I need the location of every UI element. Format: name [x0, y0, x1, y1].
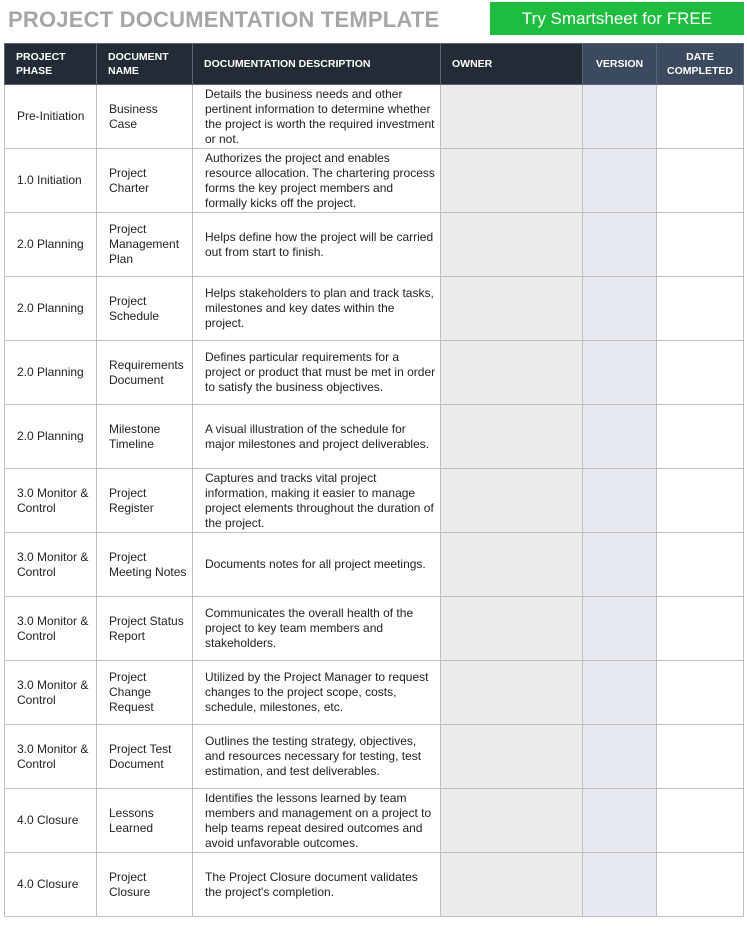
description-cell: The Project Closure document validates the project's completion. [193, 853, 441, 917]
owner-cell[interactable] [441, 341, 583, 405]
owner-cell[interactable] [441, 661, 583, 725]
document-name-cell: Project Schedule [97, 277, 193, 341]
owner-cell[interactable] [441, 213, 583, 277]
phase-cell: 4.0 Closure [5, 789, 97, 853]
version-cell[interactable] [583, 853, 657, 917]
date-completed-cell[interactable] [657, 213, 744, 277]
description-cell: Outlines the testing strategy, objectives, and resources necessary for testing, test estimation, and test deliverables. [193, 725, 441, 789]
header-project-phase: PROJECT PHASE [5, 44, 97, 85]
phase-cell: 3.0 Monitor & Control [5, 533, 97, 597]
header-document-name: DOCUMENT NAME [97, 44, 193, 85]
document-name-cell: Project Closure [97, 853, 193, 917]
document-name-cell: Project Meeting Notes [97, 533, 193, 597]
version-cell[interactable] [583, 597, 657, 661]
description-cell: A visual illustration of the schedule for major milestones and project deliverables. [193, 405, 441, 469]
phase-cell: 4.0 Closure [5, 853, 97, 917]
document-name-cell: Requirements Document [97, 341, 193, 405]
phase-cell: 3.0 Monitor & Control [5, 661, 97, 725]
version-cell[interactable] [583, 213, 657, 277]
header-date-completed: DATE COMPLETED [657, 44, 744, 85]
header-documentation-description: DOCUMENTATION DESCRIPTION [193, 44, 441, 85]
date-completed-cell[interactable] [657, 405, 744, 469]
document-name-cell: Business Case [97, 85, 193, 149]
table-row [5, 213, 744, 277]
date-completed-cell[interactable] [657, 725, 744, 789]
description-cell: Helps stakeholders to plan and track tasks, milestones and key dates within the project. [193, 277, 441, 341]
date-completed-cell[interactable] [657, 597, 744, 661]
owner-cell[interactable] [441, 789, 583, 853]
document-name-cell: Lessons Learned [97, 789, 193, 853]
phase-cell: 1.0 Initiation [5, 149, 97, 213]
table-row [5, 725, 744, 789]
page-title: PROJECT DOCUMENTATION TEMPLATE [8, 7, 440, 32]
header-row [5, 44, 744, 85]
owner-cell[interactable] [441, 597, 583, 661]
documentation-table [4, 43, 744, 917]
table-row [5, 789, 744, 853]
phase-cell: 3.0 Monitor & Control [5, 597, 97, 661]
try-smartsheet-button[interactable]: Try Smartsheet for FREE [490, 2, 744, 35]
date-completed-cell[interactable] [657, 277, 744, 341]
table-row [5, 469, 744, 533]
version-cell[interactable] [583, 789, 657, 853]
document-name-cell: Milestone Timeline [97, 405, 193, 469]
owner-cell[interactable] [441, 405, 583, 469]
description-cell: Details the business needs and other pertinent information to determine whether the project is worth the required investment or not. [193, 85, 441, 149]
header-owner: OWNER [441, 44, 583, 85]
version-cell[interactable] [583, 469, 657, 533]
table-row [5, 597, 744, 661]
date-completed-cell[interactable] [657, 85, 744, 149]
owner-cell[interactable] [441, 533, 583, 597]
description-cell: Communicates the overall health of the project to key team members and stakeholders. [193, 597, 441, 661]
description-cell: Identifies the lessons learned by team members and management on a project to help teams repeat desired outcomes and avoid unfavorable outcomes. [193, 789, 441, 853]
date-completed-cell[interactable] [657, 789, 744, 853]
owner-cell[interactable] [441, 853, 583, 917]
date-completed-cell[interactable] [657, 341, 744, 405]
phase-cell: 2.0 Planning [5, 341, 97, 405]
date-completed-cell[interactable] [657, 149, 744, 213]
owner-cell[interactable] [441, 149, 583, 213]
table-row [5, 85, 744, 149]
description-cell: Helps define how the project will be carried out from start to finish. [193, 213, 441, 277]
version-cell[interactable] [583, 341, 657, 405]
phase-cell: 2.0 Planning [5, 405, 97, 469]
table-row [5, 149, 744, 213]
description-cell: Utilized by the Project Manager to request changes to the project scope, costs, schedule, milestones, etc. [193, 661, 441, 725]
date-completed-cell[interactable] [657, 853, 744, 917]
document-name-cell: Project Status Report [97, 597, 193, 661]
header-version: VERSION [583, 44, 657, 85]
version-cell[interactable] [583, 277, 657, 341]
version-cell[interactable] [583, 661, 657, 725]
owner-cell[interactable] [441, 725, 583, 789]
description-cell: Authorizes the project and enables resource allocation. The chartering process forms the key project members and formally kicks off the project. [193, 149, 441, 213]
date-completed-cell[interactable] [657, 533, 744, 597]
table-row [5, 661, 744, 725]
description-cell: Captures and tracks vital project information, making it easier to manage project elements throughout the duration of the project. [193, 469, 441, 533]
version-cell[interactable] [583, 85, 657, 149]
version-cell[interactable] [583, 725, 657, 789]
owner-cell[interactable] [441, 85, 583, 149]
document-name-cell: Project Management Plan [97, 213, 193, 277]
phase-cell: 3.0 Monitor & Control [5, 725, 97, 789]
date-completed-cell[interactable] [657, 469, 744, 533]
version-cell[interactable] [583, 405, 657, 469]
owner-cell[interactable] [441, 469, 583, 533]
table-row [5, 277, 744, 341]
description-cell: Documents notes for all project meetings. [193, 533, 441, 597]
phase-cell: 2.0 Planning [5, 277, 97, 341]
description-cell: Defines particular requirements for a project or product that must be met in order to satisfy the business objectives. [193, 341, 441, 405]
document-name-cell: Project Change Request [97, 661, 193, 725]
document-name-cell: Project Register [97, 469, 193, 533]
owner-cell[interactable] [441, 277, 583, 341]
phase-cell: 3.0 Monitor & Control [5, 469, 97, 533]
version-cell[interactable] [583, 149, 657, 213]
date-completed-cell[interactable] [657, 661, 744, 725]
phase-cell: Pre-Initiation [5, 85, 97, 149]
table-row [5, 853, 744, 917]
table-row [5, 533, 744, 597]
document-name-cell: Project Charter [97, 149, 193, 213]
table-row [5, 341, 744, 405]
version-cell[interactable] [583, 533, 657, 597]
document-name-cell: Project Test Document [97, 725, 193, 789]
phase-cell: 2.0 Planning [5, 213, 97, 277]
table-row [5, 405, 744, 469]
